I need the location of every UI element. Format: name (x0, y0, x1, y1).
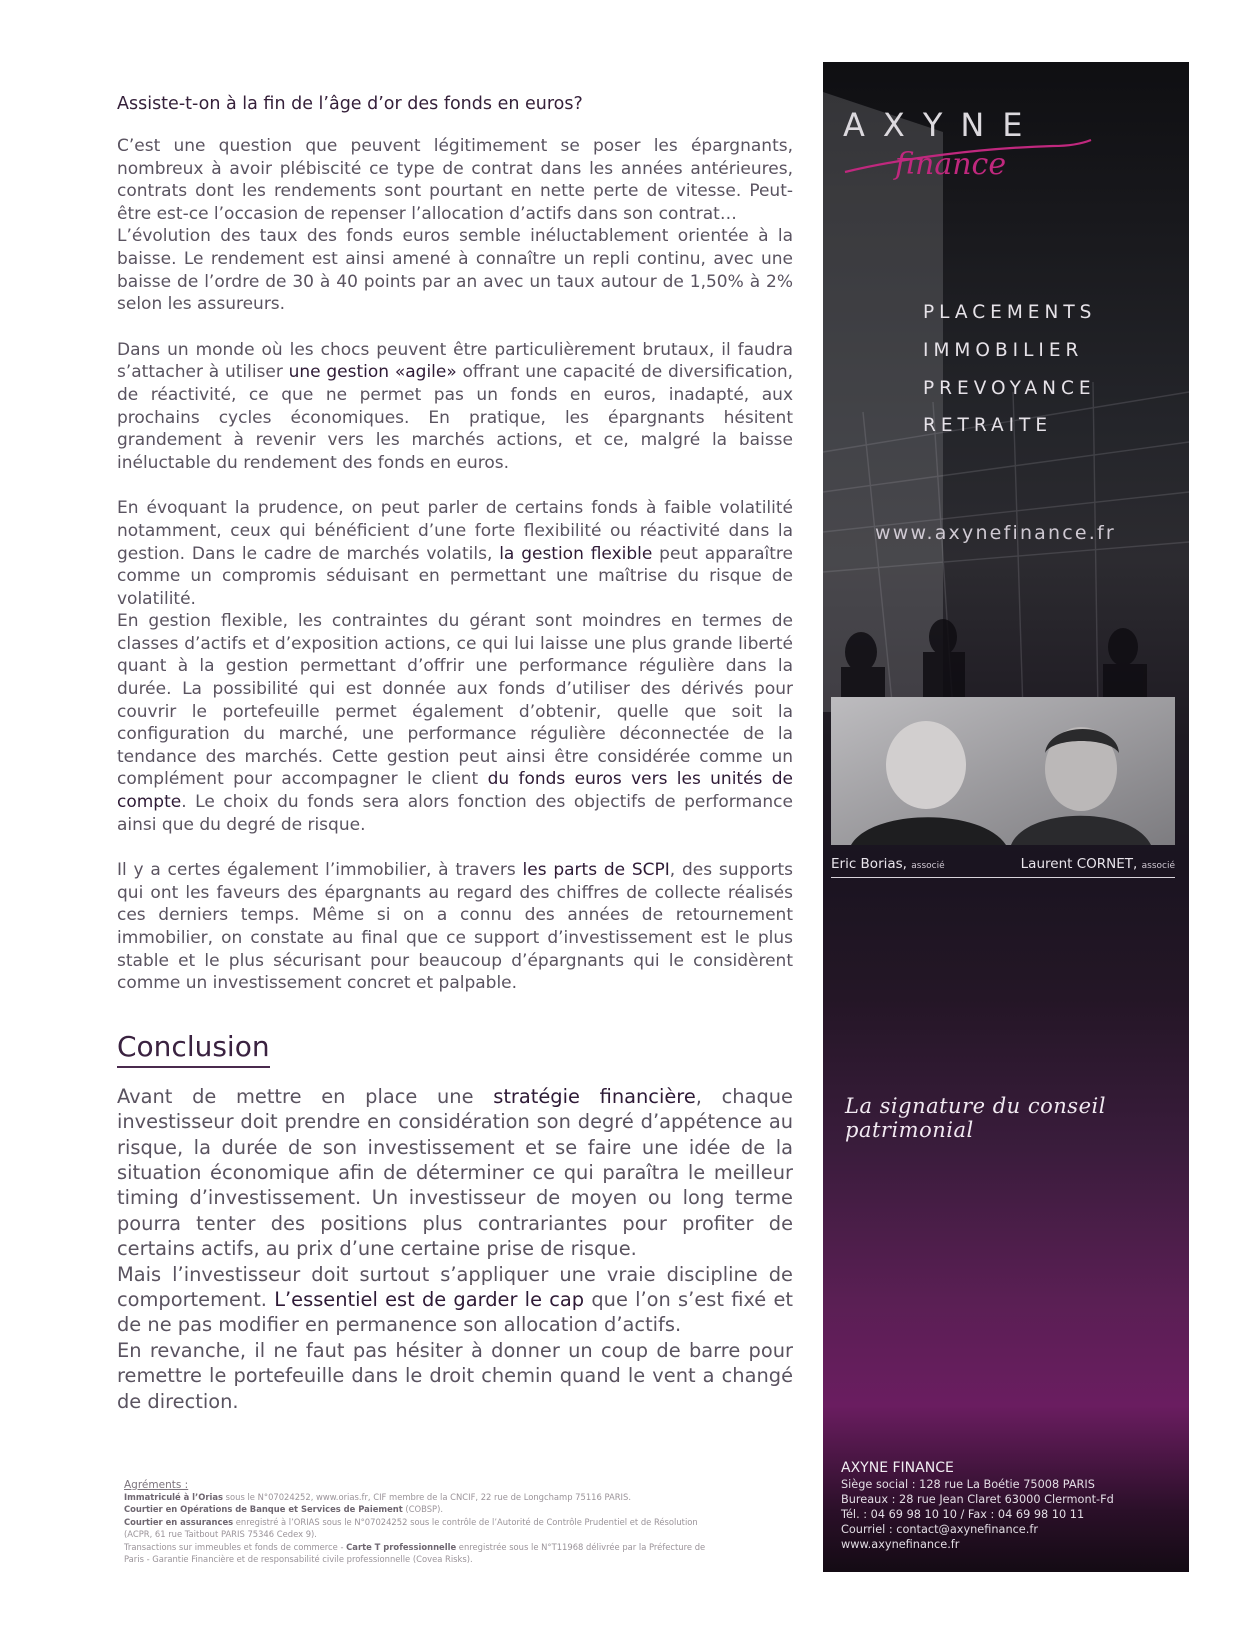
service-immobilier: IMMOBILIER (923, 339, 1084, 361)
paragraph-5: En gestion flexible, les contraintes du gérant sont moindres en termes de classes d’actifs et d’exposition actions, ce qui lui laisse une plus grande liberté quant à la gestion permettant d’offrir une performance régulière dans la durée. La possibilité qui est donnée aux fonds d’utiliser des dérivés pour couvrir le portefeuille permet également d’obtenir, quelle que soit la configuration du marché, une performance régulière déconnectée de la tendance des marchés. Cette gestion peut ainsi être considérée comme un complément pour accompagner le client du fonds euros vers les unités de compte. Le choix du fonds sera alors fonction des objectifs de performance ainsi que du degré de risque. (117, 611, 794, 835)
highlight-gestion-flexible: la gestion flexible (499, 543, 653, 564)
associate-eric-borias: Eric Borias, associé (831, 856, 945, 872)
svg-text:finance: finance (895, 147, 1007, 182)
phone-fax: Tél. : 04 69 98 10 10 / Fax : 04 69 98 10 11 (841, 1508, 1085, 1521)
agrements-cobsp: Courtier en Opérations de Banque et Services de Paiement (COBSP). (124, 1504, 444, 1515)
agrements-transactions: Transactions sur immeubles et fonds de commerce - Carte T professionnelle enregistrée sous le N°T11968 délivrée par la Préfecture de Paris - Garantie Financière et de responsabilité civile professionnelle (Covea Risks). (124, 1541, 706, 1565)
services-list (923, 294, 1096, 445)
paragraph-6: Il y a certes également l’immobilier, à travers les parts de SCPI, des supports qui ont les faveurs des épargnants au regard des chiffres de collecte réalisés ces derniers temps. Même si on a connu des années de retournement immobilier, on constate au final que ce support d’investissement est le plus stable et le plus sécurisant pour beaucoup d’épargnants qui le considèrent comme un investissement concret et palpable. (117, 860, 793, 994)
website-url[interactable]: www.axynefinance.fr (875, 522, 1116, 544)
highlight-garder-le-cap: L’essentiel est de garder le cap (274, 1288, 585, 1312)
article-heading: Assiste-t-on à la fin de l’âge d’or des fonds en euros? (117, 94, 583, 114)
company-name: AXYNE FINANCE (841, 1460, 954, 1476)
agrements-title: Agréments : (124, 1479, 189, 1491)
highlight-unites-de-compte: du fonds euros vers les unités de compte (117, 769, 794, 813)
associate-laurent-cornet: Laurent CORNET, associé (1020, 856, 1175, 872)
service-retraite: RETRAITE (923, 415, 1053, 437)
associates-photo (831, 697, 1175, 845)
contact-block (841, 1460, 1114, 1552)
paragraph-3: Dans un monde où les chocs peuvent être particulièrement brutaux, il faudra s’attacher à utiliser une gestion «agile» offrant une capacité de diversification, de réactivité, ce que ne permet pas un fonds en euros, inadapté, aux prochains cycles économiques. En pratique, les épargnants hésitent grandement à revenir vers les marchés actions, et ce, malgré la baisse inéluctable du rendement des fonds en euros. (117, 339, 793, 473)
paragraph-4: En évoquant la prudence, on peut parler de certains fonds à faible volatilité notamment, ceux qui bénéficient d’une forte flexibilité ou réactivité dans la gestion. Dans le cadre de marchés volatils, la gestion flexible peut apparaître comme un compromis séduisant en permettant une maîtrise du risque de volatilité. (117, 498, 793, 609)
conclusion-paragraph-1: Avant de mettre en place une stratégie financière, chaque investisseur doit prendre en considération son degré d’appétence au risque, la durée de son investissement et se faire une idée de la situation économique afin de déterminer ce qui paraîtra le meilleur timing d’investissement. Un investisseur de moyen ou long terme pourra tenter des positions plus contrariantes pour profiter de certains actifs, au prix d’une certaine prise de risque. (117, 1084, 793, 1261)
agrements-assurances: Courtier en assurances enregistré à l’ORIAS sous le N°07024252 sous le contrôle de l’Autorité de Contrôle Prudentiel et de Résolution (ACPR, 61 rue Taitbout PARIS 75346 Cedex 9). (124, 1516, 698, 1540)
paragraph-1: C’est une question que peuvent légitimement se poser les épargnants, nombreux à avoir plébiscité ce type de contrat dans les années antérieures, contrats dont les rendements sont pourtant en nette perte de vitesse. Peut-être est-ce l’occasion de repenser l’allocation d’actifs dans son contrat… (117, 136, 793, 224)
sidebar-advertisement (823, 62, 1189, 1572)
service-prevoyance: PREVOYANCE (923, 377, 1096, 399)
service-placements: PLACEMENTS (923, 302, 1097, 323)
paragraph-gestion-flexible (117, 497, 793, 836)
associates-caption (831, 856, 1175, 878)
svg-text:AXYNE: AXYNE (843, 106, 1041, 144)
axyne-finance-logo (843, 100, 1173, 210)
conclusion-text (117, 1084, 793, 1414)
article (117, 94, 793, 1414)
paragraph-intro (117, 135, 793, 316)
conclusion-paragraph-2: Mais l’investisseur doit surtout s’appliquer une vraie discipline de comportement. L’essentiel est de garder le cap que l’on s’est fixé et de ne pas modifier en permanence son allocation d’actifs. (117, 1262, 793, 1337)
agrements-footer (124, 1479, 724, 1565)
agrements-orias: Immatriculé à l’Orias sous le N°07024252, www.orias.fr, CIF membre de la CNCIF, 22 rue de Longchamp 75116 PARIS. (124, 1492, 631, 1502)
office-address: Bureaux : 28 rue Jean Claret 63000 Clermont-Fd (841, 1493, 1114, 1506)
highlight-gestion-agile: une gestion «agile» (288, 362, 457, 383)
website-link[interactable]: www.axynefinance.fr (841, 1538, 960, 1551)
paragraph-2: L’évolution des taux des fonds euros semble inéluctablement orientée à la baisse. Le rendement est ainsi amené à connaître un repli continu, avec une baisse de l’ordre de 30 à 40 points par an avec un taux autour de 1,50% à 2% selon les assureurs. (117, 226, 793, 315)
highlight-scpi: les parts de SCPI (522, 860, 670, 881)
conclusion-title: Conclusion (117, 1030, 270, 1068)
highlight-strategie: stratégie financière (493, 1084, 696, 1108)
head-office-address: Siège social : 128 rue La Boétie 75008 PARIS (841, 1478, 1095, 1491)
email-contact[interactable]: Courriel : contact@axynefinance.fr (841, 1523, 1038, 1536)
signature-tagline: La signature du conseil patrimonial (845, 1094, 1106, 1142)
conclusion-paragraph-3: En revanche, il ne faut pas hésiter à donner un coup de barre pour remettre le portefeuille dans le droit chemin quand le vent a changé de direction. (117, 1338, 793, 1413)
